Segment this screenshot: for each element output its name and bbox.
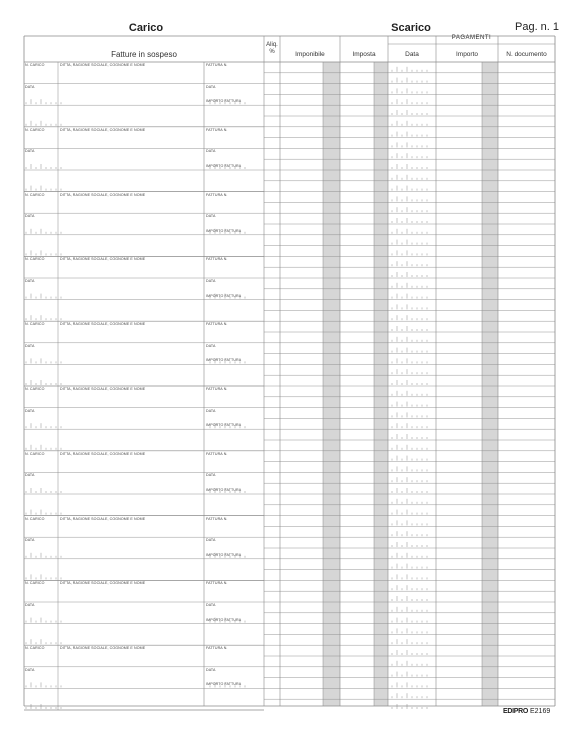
label-ditta: DITTA, RAGIONE SOCIALE, COGNOME E NOME (60, 581, 146, 586)
label-data-carico: DATA (25, 667, 35, 672)
payment-date-ticks (392, 477, 427, 482)
payment-date-ticks (392, 78, 427, 83)
label-data-fattura: DATA (206, 149, 216, 154)
payment-date-ticks (392, 326, 427, 331)
payment-date-ticks (392, 337, 427, 342)
payment-date-ticks (392, 499, 427, 504)
label-data-carico: DATA (25, 279, 35, 283)
carico-bottom-ticks (26, 121, 61, 126)
payment-date-ticks (392, 142, 427, 147)
label-data-carico: DATA (25, 538, 35, 543)
label-importo-fattura: IMPORTO FATTURA (206, 228, 242, 233)
label-importo-fattura: IMPORTO FATTURA (206, 358, 242, 363)
payment-date-ticks (392, 542, 427, 547)
payment-date-ticks (392, 520, 427, 525)
payment-date-ticks (392, 250, 427, 255)
payment-date-ticks (392, 456, 427, 461)
payment-date-ticks (392, 283, 427, 288)
carico-date-ticks (26, 553, 61, 558)
label-fattura-n: FATTURA N. (206, 322, 228, 327)
payment-date-ticks (392, 574, 427, 579)
payment-date-ticks (392, 380, 427, 385)
payment-date-ticks (392, 229, 427, 234)
payment-date-ticks (392, 672, 427, 677)
footer-brand: EDIPRO (503, 708, 529, 715)
payment-date-ticks (392, 607, 427, 612)
carico-bottom-ticks (26, 574, 61, 579)
payment-date-ticks (392, 304, 427, 309)
shaded-column-2 (374, 62, 388, 706)
column-header-pagamenti: PAGAMENTI (451, 35, 492, 41)
carico-date-ticks (26, 618, 61, 623)
label-ditta: DITTA, RAGIONE SOCIALE, COGNOME E NOME (60, 192, 146, 197)
payment-date-ticks (392, 628, 427, 633)
label-data-fattura: DATA (206, 473, 216, 478)
label-data-fattura: DATA (206, 84, 216, 89)
payment-date-ticks (392, 218, 427, 223)
payment-date-ticks (392, 261, 427, 266)
payment-date-ticks (392, 466, 427, 471)
column-header-fatture: Fatture in sospeso (111, 50, 177, 59)
carico-date-ticks (26, 99, 61, 104)
label-ditta: DITTA, RAGIONE SOCIALE, COGNOME E NOME (60, 387, 146, 391)
label-n-carico: N. CARICO (25, 646, 45, 651)
carico-date-ticks (26, 229, 61, 234)
payment-date-ticks (392, 596, 427, 601)
label-importo-fattura: IMPORTO FATTURA (206, 488, 242, 492)
label-ditta: DITTA, RAGIONE SOCIALE, COGNOME E NOME (60, 516, 146, 521)
label-fattura-n: FATTURA N. (206, 127, 228, 132)
label-importo-fattura: IMPORTO FATTURA (206, 423, 242, 428)
payment-date-ticks (392, 564, 427, 569)
label-fattura-n: FATTURA N. (206, 581, 228, 586)
column-header-aliquota (264, 42, 280, 56)
carico-bottom-ticks (26, 380, 61, 385)
aliquota-label: Aliq. (266, 42, 278, 48)
payment-date-ticks (392, 402, 427, 407)
label-n-carico: N. CARICO (25, 257, 45, 262)
footer-code-number: E2169 (530, 708, 551, 715)
payment-date-ticks (392, 358, 427, 363)
carico-bottom-ticks (26, 704, 61, 709)
payment-date-ticks (392, 240, 427, 245)
payment-date-ticks (392, 423, 427, 428)
payment-date-ticks (392, 682, 427, 687)
payment-date-ticks (392, 553, 427, 558)
payment-date-ticks (392, 186, 427, 191)
carico-bottom-ticks (26, 315, 61, 320)
header-carico: Carico (128, 22, 164, 34)
label-data-carico: DATA (25, 149, 35, 154)
label-n-carico: N. CARICO (25, 127, 45, 132)
payment-date-ticks (392, 99, 427, 104)
label-importo-fattura: IMPORTO FATTURA (206, 682, 242, 687)
label-data-carico: DATA (25, 84, 35, 89)
label-data-carico: DATA (25, 343, 35, 348)
carico-bottom-ticks (26, 250, 61, 255)
column-header-data: Data (405, 51, 419, 58)
payment-date-ticks (392, 153, 427, 158)
label-data-fattura: DATA (206, 667, 216, 672)
label-data-fattura: DATA (206, 343, 216, 348)
payment-date-ticks (392, 315, 427, 320)
payment-date-ticks (392, 661, 427, 666)
label-fattura-n: FATTURA N. (206, 192, 228, 197)
shaded-column-1 (323, 62, 340, 706)
label-fattura-n: FATTURA N. (206, 63, 228, 67)
payment-date-ticks (392, 348, 427, 353)
label-n-carico: N. CARICO (25, 63, 45, 67)
payment-date-ticks (392, 510, 427, 515)
label-data-carico: DATA (25, 408, 35, 413)
label-data-carico: DATA (25, 603, 35, 607)
payment-date-ticks (392, 650, 427, 655)
label-fattura-n: FATTURA N. (206, 387, 228, 391)
payment-date-ticks (392, 445, 427, 450)
label-ditta: DITTA, RAGIONE SOCIALE, COGNOME E NOME (60, 646, 146, 651)
payment-date-ticks (392, 704, 427, 709)
label-n-carico: N. CARICO (25, 516, 45, 521)
payment-date-ticks (392, 164, 427, 169)
payment-date-ticks (392, 272, 427, 277)
label-ditta: DITTA, RAGIONE SOCIALE, COGNOME E NOME (60, 451, 146, 456)
label-n-carico: N. CARICO (25, 192, 45, 197)
payment-date-ticks (392, 196, 427, 201)
payment-date-ticks (392, 585, 427, 590)
label-importo-fattura: IMPORTO FATTURA (206, 99, 242, 104)
label-data-fattura: DATA (206, 603, 216, 607)
header-scarico: Scarico (391, 22, 431, 34)
payment-date-ticks (392, 67, 427, 72)
label-n-carico: N. CARICO (25, 322, 45, 327)
label-n-carico: N. CARICO (25, 581, 45, 586)
shaded-column-3 (482, 62, 498, 706)
payment-date-ticks (392, 693, 427, 698)
carico-date-ticks (26, 294, 61, 299)
carico-bottom-ticks (26, 510, 61, 515)
payment-date-ticks (392, 294, 427, 299)
payment-date-ticks (392, 132, 427, 137)
payment-date-ticks (392, 639, 427, 644)
label-importo-fattura: IMPORTO FATTURA (206, 164, 242, 168)
label-ditta: DITTA, RAGIONE SOCIALE, COGNOME E NOME (60, 127, 146, 132)
payment-date-ticks (392, 488, 427, 493)
page-number: Pag. n. 1 (515, 21, 560, 33)
label-importo-fattura: IMPORTO FATTURA (206, 293, 242, 298)
payment-date-ticks (392, 207, 427, 212)
label-ditta: DITTA, RAGIONE SOCIALE, COGNOME E NOME (60, 63, 146, 67)
carico-date-ticks (26, 423, 61, 428)
carico-date-ticks (26, 164, 61, 169)
payment-date-ticks (392, 369, 427, 374)
column-header-n-documento: N. documento (506, 51, 547, 58)
carico-date-ticks (26, 682, 61, 687)
label-data-fattura: DATA (206, 279, 216, 283)
label-data-fattura: DATA (206, 408, 216, 413)
payment-date-ticks (392, 434, 427, 439)
payment-date-ticks (392, 531, 427, 536)
label-ditta: DITTA, RAGIONE SOCIALE, COGNOME E NOME (60, 257, 146, 262)
payment-date-ticks (392, 121, 427, 126)
label-ditta: DITTA, RAGIONE SOCIALE, COGNOME E NOME (60, 322, 146, 327)
label-n-carico: N. CARICO (25, 387, 45, 391)
payment-date-ticks (392, 618, 427, 623)
carico-bottom-ticks (26, 445, 61, 450)
column-header-imponibile: Imponibile (295, 51, 325, 58)
label-data-fattura: DATA (206, 538, 216, 543)
payment-date-ticks (392, 175, 427, 180)
label-fattura-n: FATTURA N. (206, 516, 228, 521)
label-n-carico: N. CARICO (25, 451, 45, 456)
footer-code (503, 708, 550, 715)
column-header-imposta: Imposta (352, 51, 376, 58)
carico-date-ticks (26, 488, 61, 493)
label-data-carico: DATA (25, 214, 35, 219)
aliquota-percent: % (269, 49, 275, 55)
column-header-importo: Importo (455, 51, 479, 58)
label-data-fattura: DATA (206, 214, 216, 219)
label-fattura-n: FATTURA N. (206, 451, 228, 456)
payment-date-ticks (392, 88, 427, 93)
label-importo-fattura: IMPORTO FATTURA (206, 552, 242, 557)
carico-bottom-ticks (26, 186, 61, 191)
payment-date-ticks (392, 391, 427, 396)
label-importo-fattura: IMPORTO FATTURA (206, 617, 242, 622)
label-fattura-n: FATTURA N. (206, 257, 228, 262)
payment-date-ticks (392, 412, 427, 417)
label-data-carico: DATA (25, 473, 35, 478)
carico-bottom-ticks (26, 639, 61, 644)
payment-date-ticks (392, 110, 427, 115)
carico-date-ticks (26, 358, 61, 363)
label-fattura-n: FATTURA N. (206, 646, 228, 651)
